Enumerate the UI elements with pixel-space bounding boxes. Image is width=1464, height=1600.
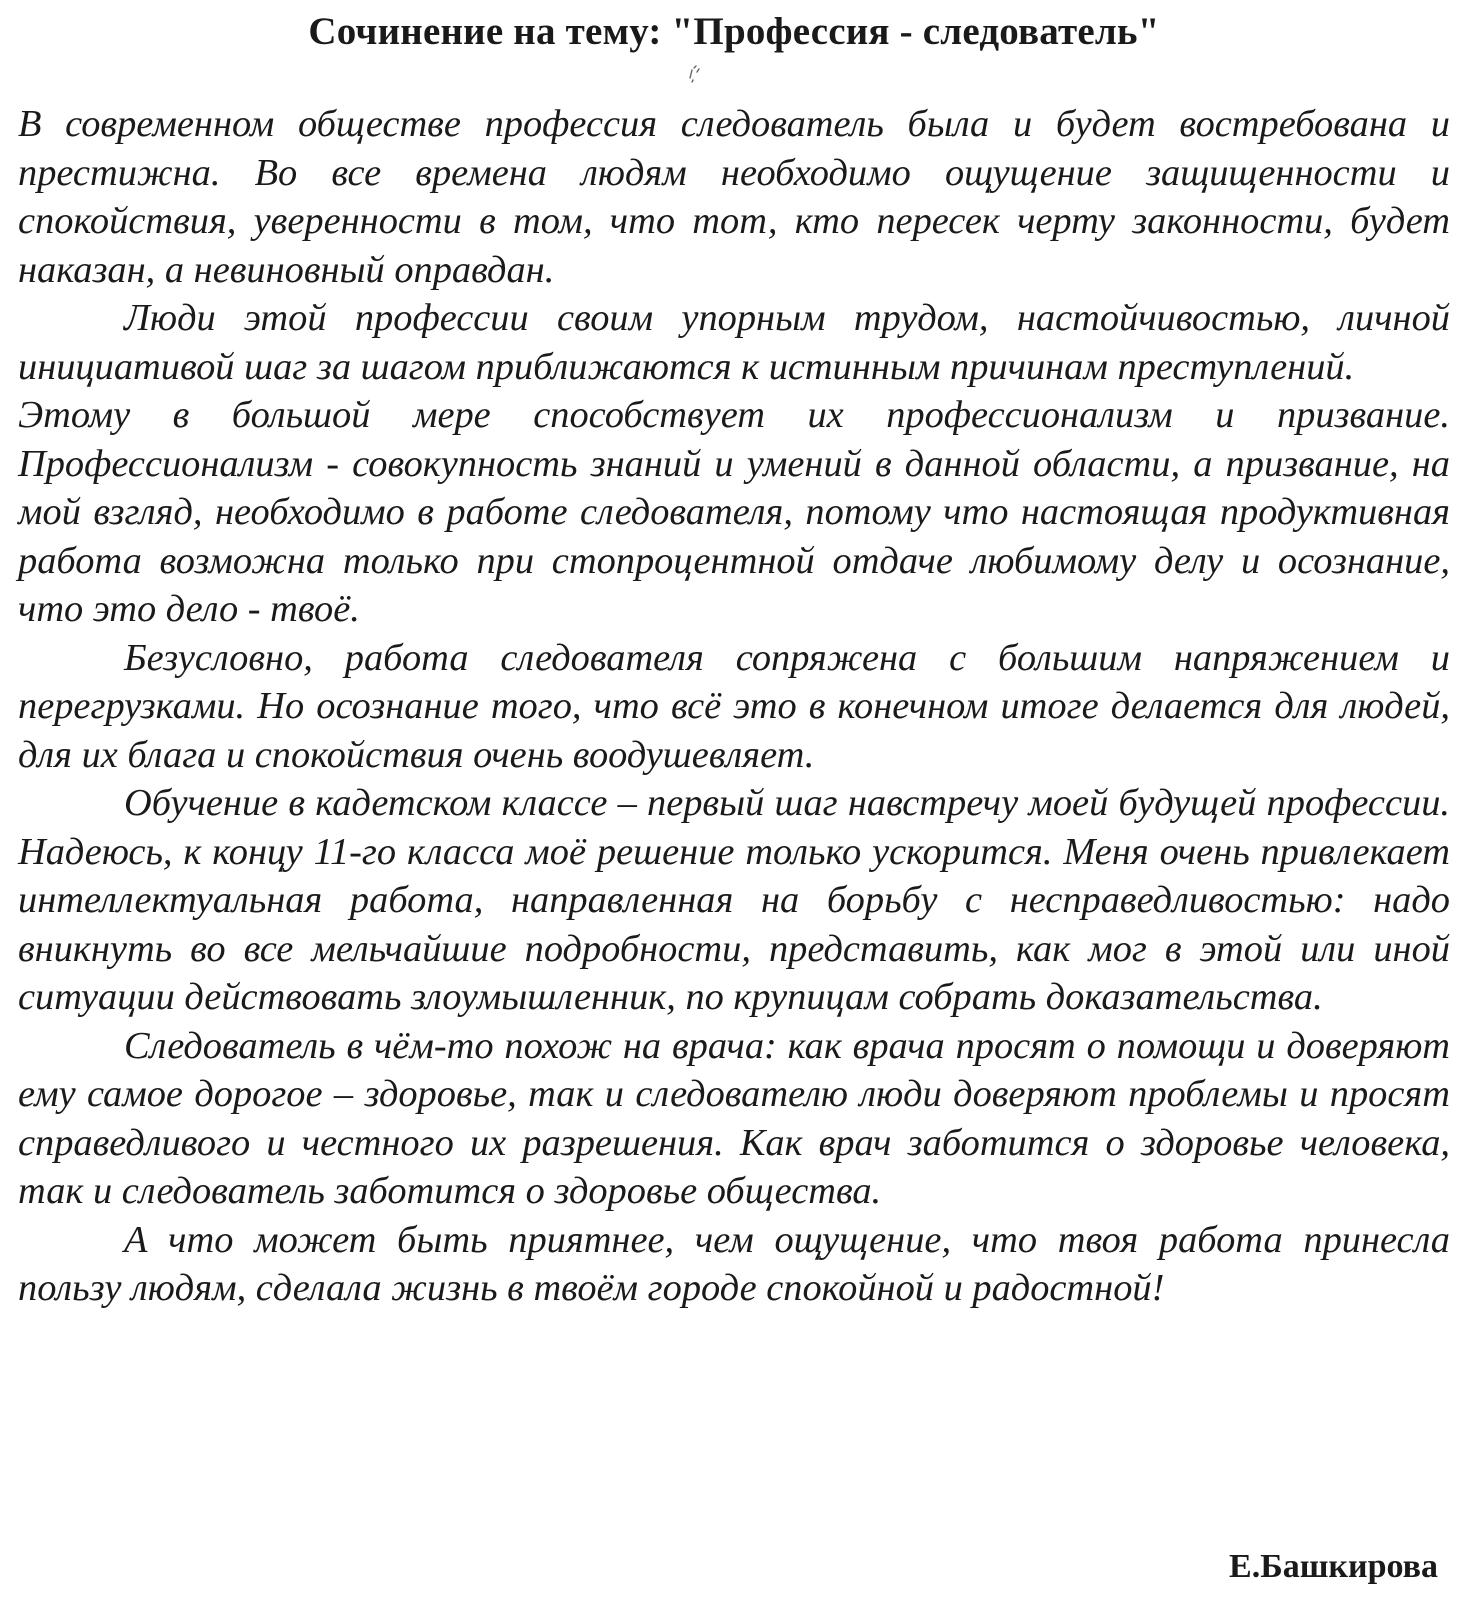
paragraph-4: Безусловно, работа следователя сопряжена с большим напряжением и перегрузками. Но осознание того, что всё это в конечном итоге делается для людей, для их блага и спокойствия очень воодушевляет.	[18, 636, 1450, 776]
essay-title: Сочинение на тему: "Профессия - следователь"	[308, 10, 1160, 53]
paragraph-2: Люди этой профессии своим упорным трудом, настойчивостью, личной инициативой шаг за шагом приближаются к истинным причинам преступлений.	[18, 297, 1450, 388]
paragraph-3: Этому в большой мере способствует их профессионализм и призвание. Профессионализм - совокупность знаний и умений в данной области, а призвание, на мой взгляд, необходимо в работе следователя, потому что настоящая продуктивная работа возможна только при стопроцентной отдаче любимому делу и осознание, что это дело - твоё.	[18, 394, 1450, 630]
scanned-page	[18, 0, 1450, 1600]
paragraph-7: А что может быть приятнее, чем ощущение, что твоя работа принесла пользу людям, сделала жизнь в твоём городе спокойной и радостной!	[18, 1218, 1450, 1309]
paragraph-6: Следователь в чём-то похож на врача: как врача просят о помощи и доверяют ему самое дорогое – здоровье, так и следователю люди доверяют проблемы и просят справедливого и честного их разрешения. Как врач заботится о здоровье человека, так и следователь заботится о здоровье общества.	[18, 1024, 1450, 1212]
paragraph-5: Обучение в кадетском классе – первый шаг навстречу моей будущей профессии. Надеюсь, к концу 11-го класса моё решение только ускорится. Меня очень привлекает интеллектуальная работа, направленная на борьбу с несправедливостью: надо вникнуть во все мельчайшие подробности, представить, как мог в этой или иной ситуации действовать злоумышленник, по крупицам собрать доказательства.	[18, 782, 1450, 1018]
scan-speck-mark	[686, 64, 704, 86]
essay-body	[18, 100, 1450, 1313]
author-signature: Е.Башкирова	[1229, 1548, 1438, 1585]
paragraph-1: В современном обществе профессия следователь была и будет востребована и престижна. Во все времена людям необходимо ощущение защищенности и спокойствия, уверенности в том, что тот, кто пересек черту законности, будет наказан, а невиновный оправдан.	[18, 103, 1450, 291]
